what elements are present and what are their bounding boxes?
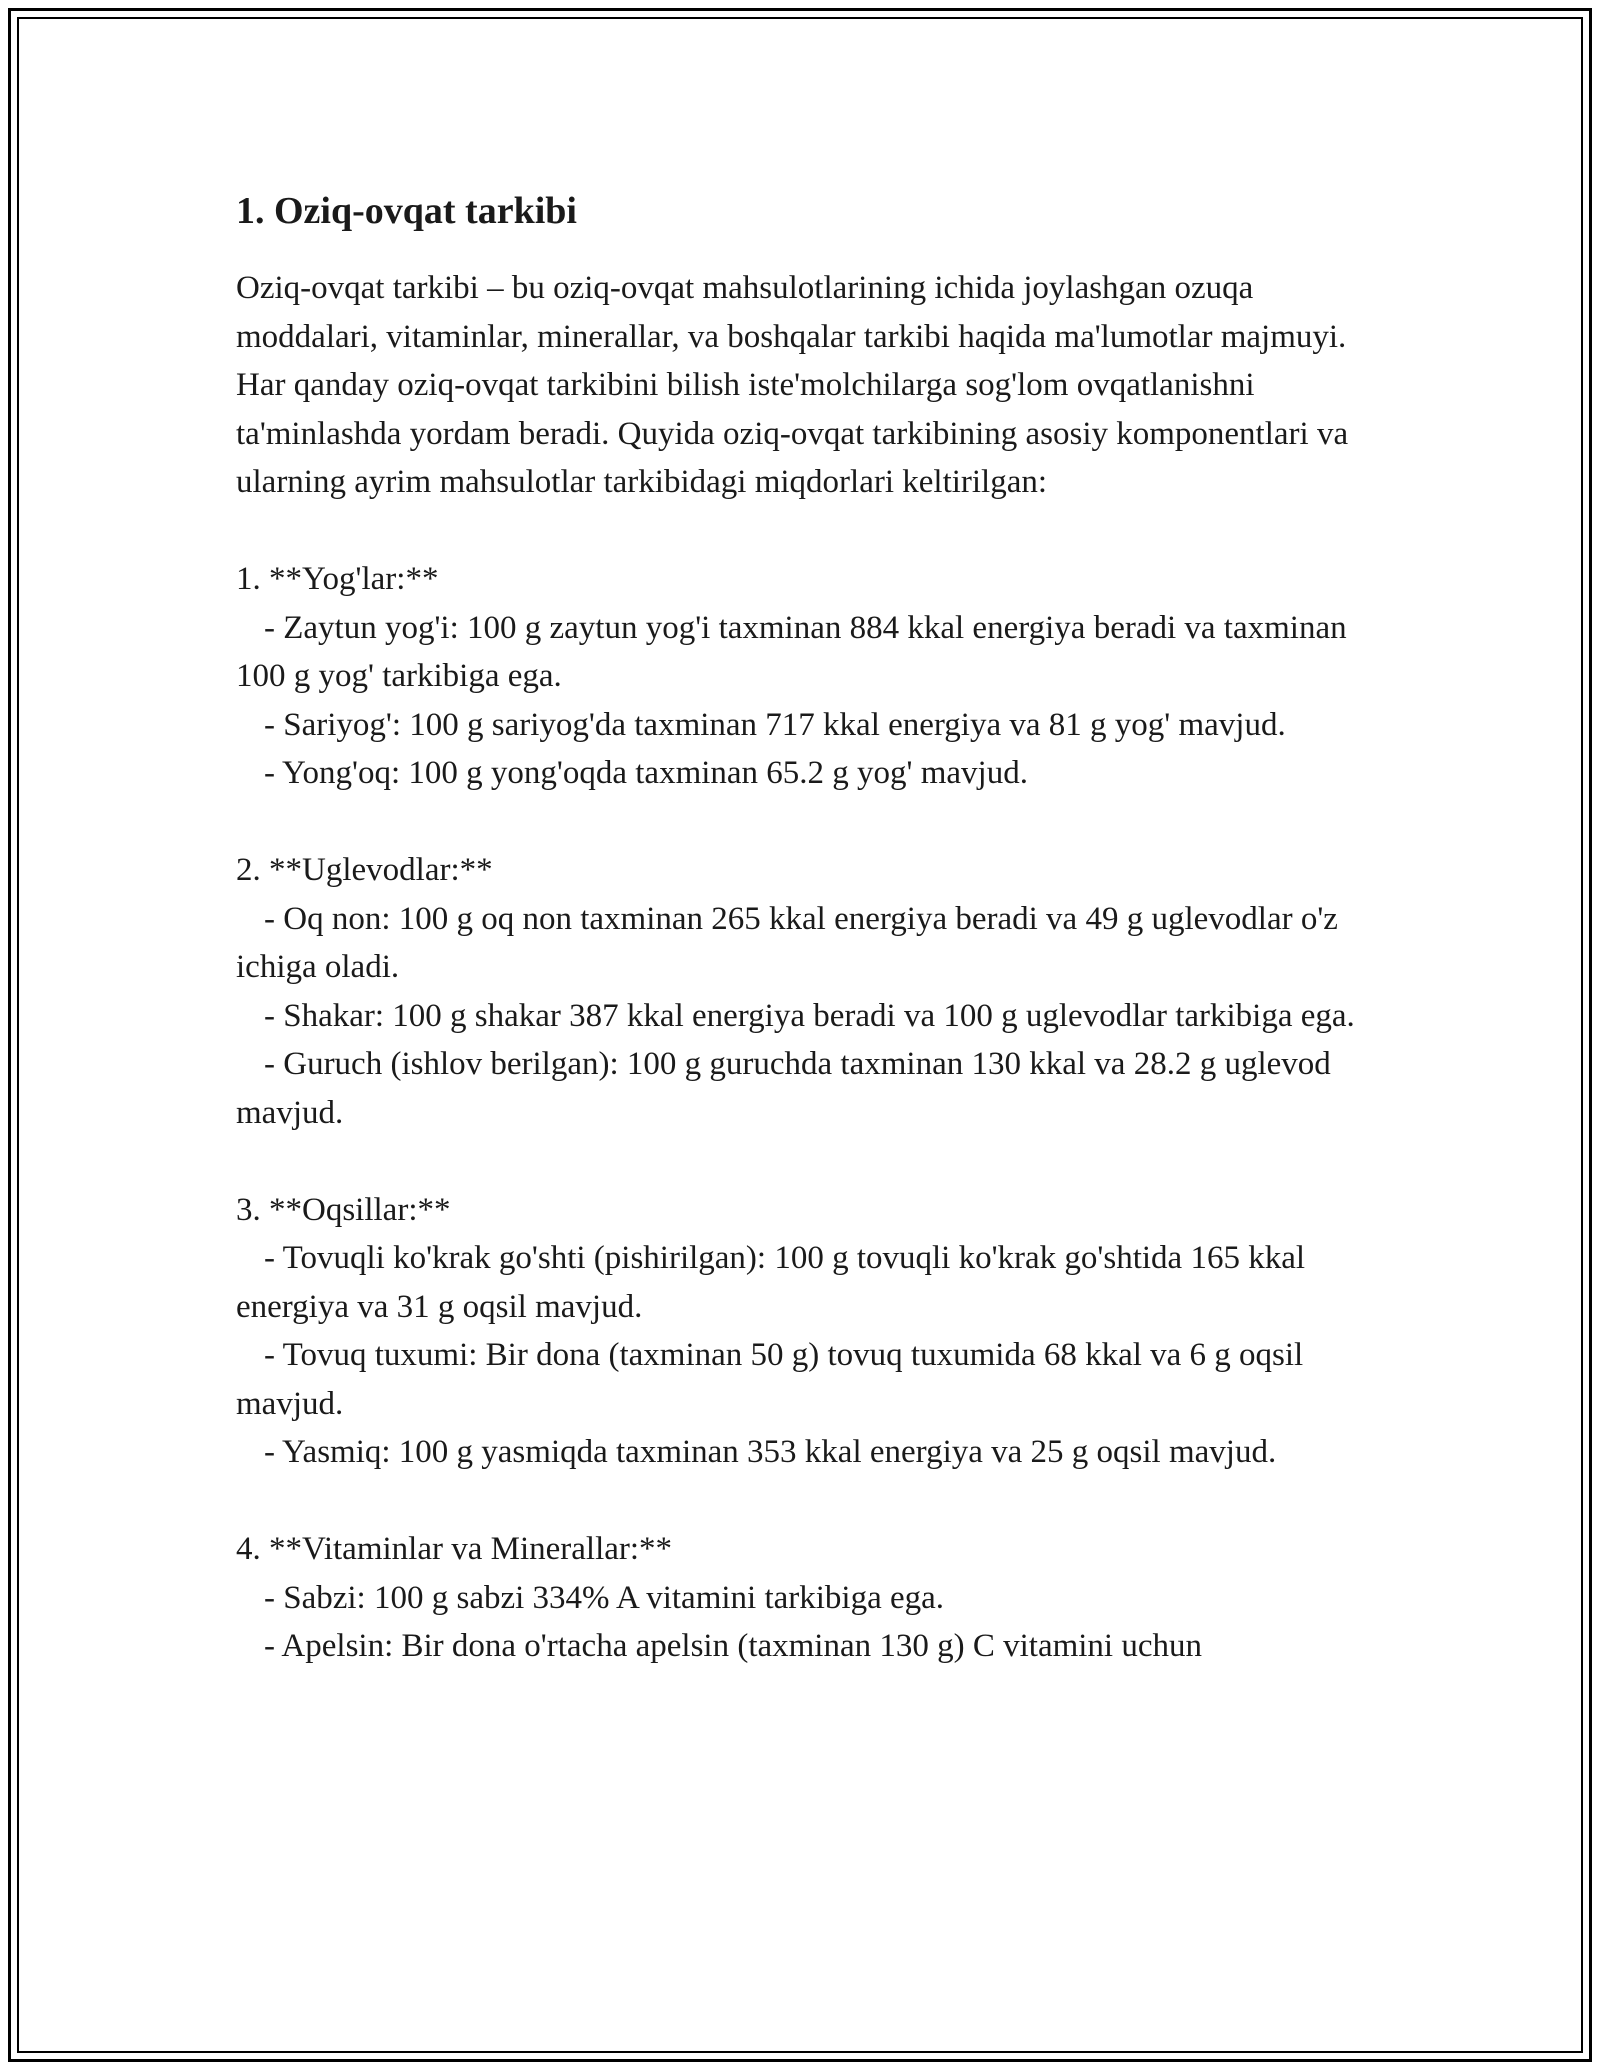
list-item: - Shakar: 100 g shakar 387 kkal energiya beradi va 100 g uglevodlar tarkibiga ega. (264, 997, 1355, 1034)
list-item: - Yong'oq: 100 g yong'oqda taxminan 65.2 g yog' mavjud. (264, 755, 1028, 791)
list-item: - Tovuqli ko'krak go'shti (pishirilgan): 100 g tovuqli ko'krak go'shtida 165 kkal energiya va 31 g oqsil mavjud. (236, 1240, 1306, 1325)
section-carbohydrates (236, 846, 1386, 1137)
section-heading: 4. **Vitaminlar va Minerallar:** (236, 1531, 673, 1567)
list-item: - Guruch (ishlov berilgan): 100 g guruchda taxminan 130 kkal va 28.2 g uglevod mavjud. (236, 1046, 1331, 1131)
section-heading: 3. **Oqsillar:** (236, 1191, 451, 1228)
intro-paragraph: Oziq-ovqat tarkibi – bu oziq-ovqat mahsulotlarining ichida joylashgan ozuqa moddalari, vitaminlar, minerallar, va boshqalar tarkibi haqida ma'lumotlar majmuyi. Har qanday oziq-ovqat tarkibini bilish iste'molchilarga sog'lom ovqatlanishni ta'minlashda yordam beradi. Quyida oziq-ovqat tarkibining asosiy komponentlari va ularning ayrim mahsulotlar tarkibidagi miqdorlari keltirilgan: (236, 270, 1349, 500)
document-body (236, 186, 1386, 1671)
section-fats (236, 555, 1386, 798)
list-item: - Apelsin: Bir dona o'rtacha apelsin (taxminan 130 g) C vitamini uchun (264, 1628, 1203, 1664)
list-item: - Yasmiq: 100 g yasmiqda taxminan 353 kkal energiya va 25 g oqsil mavjud. (264, 1434, 1277, 1470)
list-item: - Oq non: 100 g oq non taxminan 265 kkal energiya beradi va 49 g uglevodlar o'z ichiga oladi. (236, 900, 1338, 985)
section-heading: 1. **Yog'lar:** (236, 561, 439, 597)
document-title: 1. Oziq-ovqat tarkibi (236, 190, 577, 232)
list-item: - Sariyog': 100 g sariyog'da taxminan 717 kkal energiya va 81 g yog' mavjud. (264, 706, 1286, 743)
list-item: - Tovuq tuxumi: Bir dona (taxminan 50 g) tovuq tuxumida 68 kkal va 6 g oqsil mavjud. (236, 1337, 1304, 1422)
section-proteins (236, 1186, 1386, 1477)
section-heading: 2. **Uglevodlar:** (236, 852, 493, 888)
list-item: - Sabzi: 100 g sabzi 334% A vitamini tarkibiga ega. (264, 1579, 945, 1616)
list-item: - Zaytun yog'i: 100 g zaytun yog'i taxminan 884 kkal energiya beradi va taxminan 100 g yog' tarkibiga ega. (236, 609, 1347, 694)
section-vitamins-minerals (236, 1525, 1386, 1671)
